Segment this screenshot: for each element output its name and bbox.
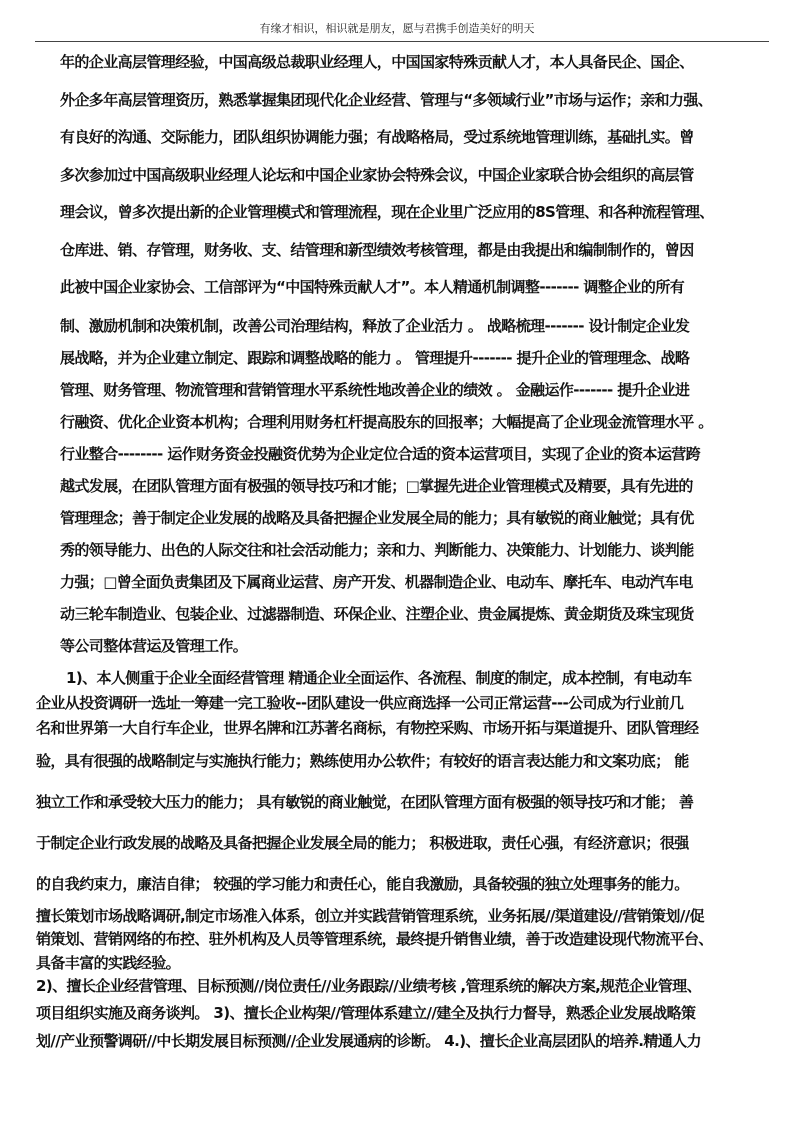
text-line: 管理、财务管理、物流管理和营销管理水平系统性地改善企业的绩效 。 金融运作------- 提升企业进 <box>60 380 690 399</box>
paragraph-profile <box>60 44 774 307</box>
paragraph-management <box>36 999 774 1055</box>
text-line: 独立工作和承受较大压力的能力； 具有敏锐的商业触觉，在团队管理方面有极强的领导技巧和才能； 善 <box>36 792 694 811</box>
text-line: 理会议，曾多次提出新的企业管理模式和管理流程，现在企业里广泛应用的8S管理、和各种流程管理、 <box>60 203 714 221</box>
text-line: 仓库进、销、存管理，财务收、支、结管理和新型绩效考核管理，都是由我提出和编制制作的，曾因 <box>60 240 694 259</box>
text-line: 项目组织实施及商务谈判。 3)、擅长企业构架//管理体系建立//建全及执行力督导，熟悉企业发展战略策 <box>36 1003 696 1022</box>
text-line: 擅长策划市场战略调研,制定市场准入体系，创立并实践营销管理系统，业务拓展//渠道建设//营销策划//促 <box>36 906 704 925</box>
text-line: 行融资、优化企业资本机构；合理利用财务杠杆提高股东的回报率；大幅提高了企业现金流管理水平 。 <box>60 412 713 431</box>
text-line: 验，具有很强的战略制定与实施执行能力；熟练使用办公软件；有较好的语言表达能力和文案功底； 能 <box>36 751 689 770</box>
text-line: 此被中国企业家协会、工信部评为“中国特殊贡献人才”。本人精通机制调整------- 调整企业的所有 <box>60 278 685 296</box>
paragraph-marketing <box>36 905 774 999</box>
paragraph-item-1 <box>36 666 774 741</box>
page-header: 有缘才相识，相识就是朋友，愿与君携手创造美好的明天 <box>259 22 535 35</box>
text-line: 展战略，并为企业建立制定、跟踪和调整战略的能力 。 管理提升------- 提升企业的管理理念、战略 <box>60 348 690 367</box>
text-line: 企业从投资调研一选址一筹建一完工验收--团队建设一供应商选择一公司正常运营---公司成为行业前几 <box>36 693 684 712</box>
text-line: 销策划、营销网络的布控、驻外机构及人员等管理系统，最终提升销售业绩，善于改造建设现代物流平台、 <box>36 930 713 948</box>
paragraph-abilities <box>36 741 774 905</box>
text-line: 力强；□曾全面负责集团及下属商业运营、房产开发、机器制造企业、电动车、摩托车、电动汽车电 <box>60 572 693 591</box>
text-line: 多次参加过中国高级职业经理人论坛和中国企业家协会特殊会议，中国企业家联合协会组织的高层管 <box>60 165 694 184</box>
text-line: 年的企业高层管理经验，中国高级总裁职业经理人，中国国家特殊贡献人才，本人具备民企、国企、 <box>60 53 694 71</box>
text-line: 具备丰富的实践经验。 <box>36 953 181 972</box>
text-line: 管理理念；善于制定企业发展的战略及具备把握企业发展全局的能力；具有敏锐的商业触觉；具有优 <box>60 508 694 527</box>
document-body <box>36 44 774 1055</box>
text-line: 于制定企业行政发展的战略及具备把握企业发展全局的能力； 积极进取，责任心强，有经济意识；很强 <box>36 833 689 852</box>
text-line: 制、激励机制和决策机制，改善公司治理结构，释放了企业活力 。 战略梳理------- 设计制定企业发 <box>60 316 690 335</box>
text-line: 外企多年高层管理资历，熟悉掌握集团现代化企业经营、管理与“多领域行业”市场与运作；亲和力强、 <box>60 90 713 109</box>
header-divider <box>35 41 769 42</box>
text-line: 秀的领导能力、出色的人际交往和社会活动能力；亲和力、判断能力、决策能力、计划能力、谈判能 <box>60 540 694 559</box>
text-line: 2)、擅长企业经营管理、目标预测//岗位责任//业务跟踪//业绩考核 ,管理系统的解决方案,规范企业管理、 <box>36 977 701 995</box>
text-line: 行业整合-------- 运作财务资金投融资优势为企业定位合适的资本运营项目，实现了企业的资本运营跨 <box>60 444 701 463</box>
text-line: 划//产业预警调研//中长期发展目标预测//企业发展通病的诊断。 4.)、擅长企业高层团队的培养.精通人力 <box>36 1031 701 1050</box>
text-line: 动三轮车制造业、包装企业、过滤器制造、环保企业、注塑企业、贵金属提炼、黄金期货及珠宝现货 <box>60 604 694 623</box>
text-line: 越式发展，在团队管理方面有极强的领导技巧和才能；□掌握先进企业管理模式及精要，具有先进的 <box>60 476 693 495</box>
text-line: 等公司整体营运及管理工作。 <box>60 636 248 655</box>
text-line: 名和世界第一大自行车企业，世界名牌和江苏著名商标，有物控采购、市场开拓与渠道提升、团队管理经 <box>36 718 699 737</box>
paragraph-expertise <box>60 310 774 662</box>
text-line: 有良好的沟通、交际能力，团队组织协调能力强；有战略格局，受过系统地管理训练，基础扎实。曾 <box>60 128 694 146</box>
text-line: 1)、本人侧重于企业全面经营管理 精通企业全面运作、各流程、制度的制定，成本控制，有电动车 <box>66 668 692 687</box>
text-line: 的自我约束力，廉洁自律； 较强的学习能力和责任心，能自我激励，具备较强的独立处理事务的能力。 <box>36 874 689 893</box>
